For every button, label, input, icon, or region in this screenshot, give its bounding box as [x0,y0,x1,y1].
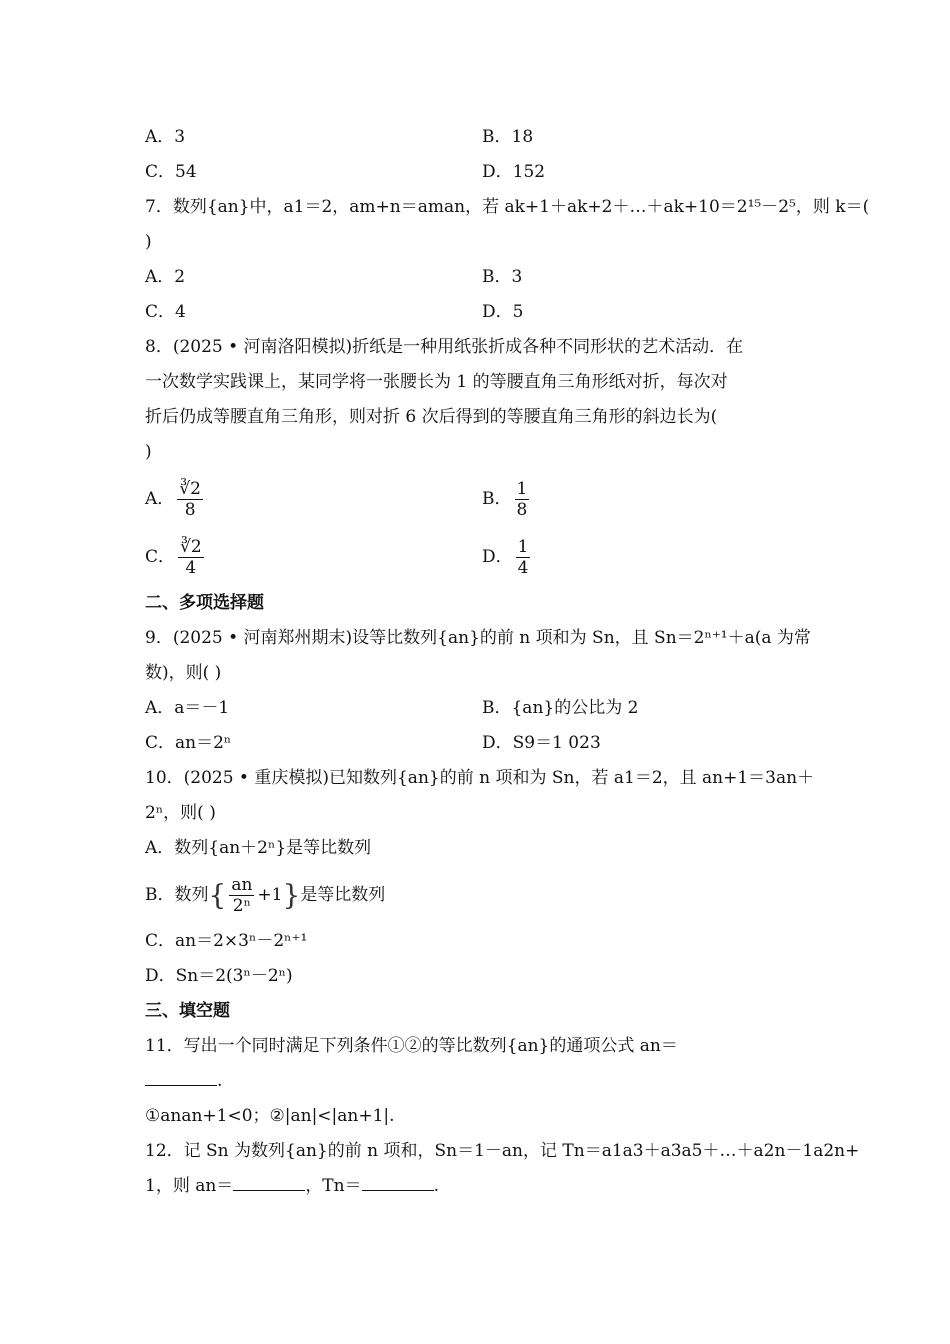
q6-option-a[interactable]: A．3 [145,127,186,147]
q7-stem: 7．数列{an}中，a1＝2，am+n＝aman，若 ak+1＋ak+2＋…＋ak+10＝2¹⁵－2⁵，则 k＝( [145,197,870,217]
q8-option-c[interactable]: C． $\frac{∛2}{4}$ [145,537,202,578]
q6-options-row-2 [145,155,810,190]
q7-option-a[interactable]: A．2 [145,267,186,287]
right-brace: } [282,878,301,912]
q8-options-row-1 [145,470,810,528]
q11-stem: 11．写出一个同时满足下列条件①②的等比数列{an}的通项公式 an＝ [145,1036,678,1056]
q12-an-blank[interactable] [233,1172,305,1191]
q10-option-a[interactable]: A．数列{an＋2ⁿ}是等比数列 [145,838,372,858]
q10-stem-line-1: 10．(2025 • 重庆模拟)已知数列{an}的前 n 项和为 Sn，若 a1＝2，且 an+1＝3an＋ [145,768,815,788]
q7-option-b[interactable]: B．3 [482,267,523,287]
q8-option-d[interactable]: D． $\frac{1}{4}$ [482,537,529,578]
q6-option-b[interactable]: B．18 [482,127,534,147]
q9-option-b[interactable]: B．{an}的公比为 2 [482,698,639,718]
q10-option-d[interactable]: D．Sn＝2(3ⁿ－2ⁿ) [145,966,293,986]
q9-option-a[interactable]: A．a＝－1 [145,698,230,718]
q9-option-d[interactable]: D．S9＝1 023 [482,733,601,753]
q10-option-c[interactable]: C．an＝2×3ⁿ－2ⁿ⁺¹ [145,931,308,951]
q9-stem-line-2: 数)，则( ) [145,663,222,683]
q10-stem-line-2: 2ⁿ，则( ) [145,803,216,823]
q7-stem-end: ) [145,232,152,252]
q8-stem-line-1: 8．(2025 • 河南洛阳模拟)折纸是一种用纸张折成各种不同形状的艺术活动．在 [145,337,744,357]
q9-stem-line-1: 9．(2025 • 河南郑州期末)设等比数列{an}的前 n 项和为 Sn，且 Sn＝2ⁿ⁺¹＋a(a 为常 [145,628,811,648]
q8-option-a[interactable]: A． $\frac{∛2}{8}$ [145,479,201,520]
q8-stem-line-3: 折后仍成等腰直角三角形，则对折 6 次后得到的等腰直角三角形的斜边长为( [145,407,718,427]
q12-answer-line: 1，则 an＝ ，Tn＝ . [145,1169,810,1204]
q10-option-b[interactable]: B．数列{ $\frac{an}{\text{2ⁿ}}$ +1}是等比数列 [145,875,386,916]
q6-options-row-1 [145,120,810,155]
q12-tn-blank[interactable] [362,1172,434,1191]
q8-options-row-2 [145,528,810,586]
left-brace: { [208,878,227,912]
q9-options-row-1 [145,691,810,726]
q9-options-row-2 [145,726,810,761]
section-fill-in-heading: 三、填空题 [145,1001,230,1021]
q7-options-row-2 [145,295,810,330]
q7-options-row-1 [145,260,810,295]
q11-conditions: ①anan+1<0；②|an|<|an+1|. [145,1106,395,1126]
q11-answer-blank[interactable] [145,1067,217,1086]
q8-stem-end: ) [145,442,152,462]
q6-option-d[interactable]: D．152 [482,162,546,182]
section-multiple-choice-heading: 二、多项选择题 [145,593,264,613]
q8-stem-line-2: 一次数学实践课上，某同学将一张腰长为 1 的等腰直角三角形纸对折，每次对 [145,372,728,392]
q7-option-c[interactable]: C．4 [145,302,186,322]
q12-stem: 12．记 Sn 为数列{an}的前 n 项和，Sn＝1－an，记 Tn＝a1a3＋a3a5＋…＋a2n－1a2n+ [145,1141,860,1161]
exam-page [145,120,870,1204]
q7-option-d[interactable]: D．5 [482,302,524,322]
q9-option-c[interactable]: C．an＝2ⁿ [145,733,232,753]
q11-answer-line: . [145,1064,810,1099]
q8-option-b[interactable]: B． $\frac{1}{8}$ [482,479,528,520]
q6-option-c[interactable]: C．54 [145,162,197,182]
